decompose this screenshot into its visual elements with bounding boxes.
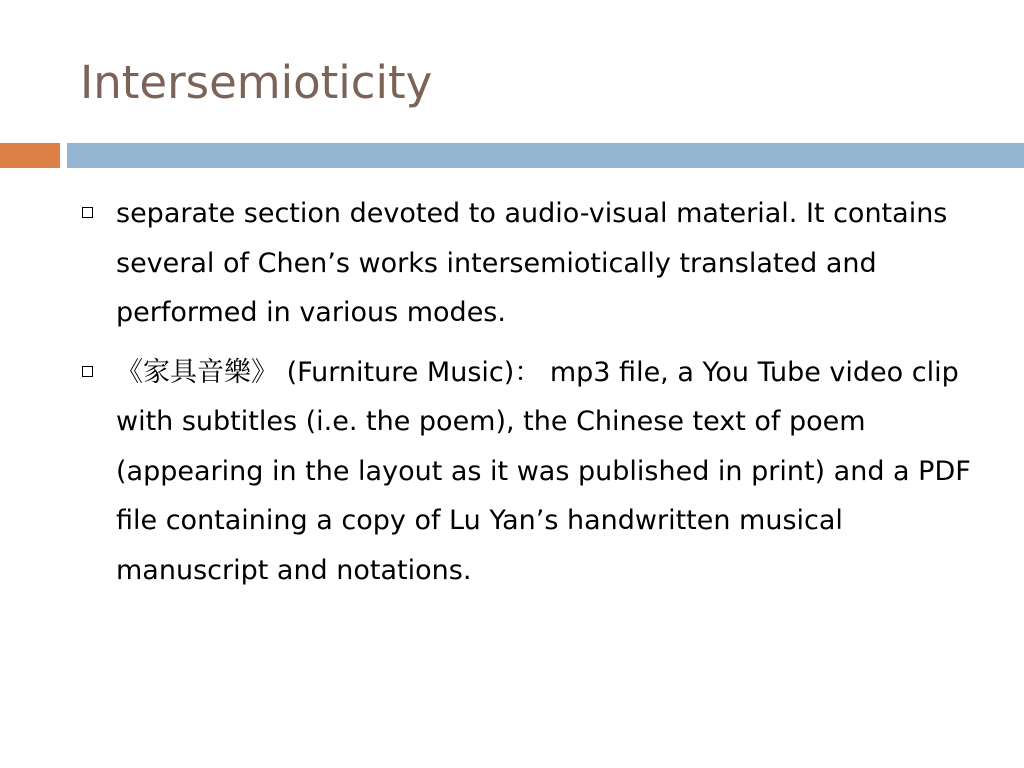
title-rule-bar: [67, 143, 1024, 168]
bullet-text: separate section devoted to audio-visual material. It contains several of Chen’s works intersemiotically translated and performed in various modes.: [116, 198, 948, 328]
title-accent-bar: [0, 143, 60, 168]
bullet-item-audio-visual-section: [80, 189, 980, 338]
square-bullet-icon: [82, 366, 93, 377]
bullet-list: [80, 189, 980, 605]
square-bullet-icon: [82, 207, 93, 218]
slide-title: Intersemioticity: [80, 56, 433, 109]
bullet-text: 《家具音樂》 (Furniture Music)： mp3 file, a You Tube video clip with subtitles (i.e. the poem), the Chinese text of poem (appearing in the layout as it was published in print) and a PDF file containing a copy of Lu Yan’s handwritten musical manuscript and notations.: [116, 356, 971, 586]
bullet-item-furniture-music: [80, 348, 980, 596]
